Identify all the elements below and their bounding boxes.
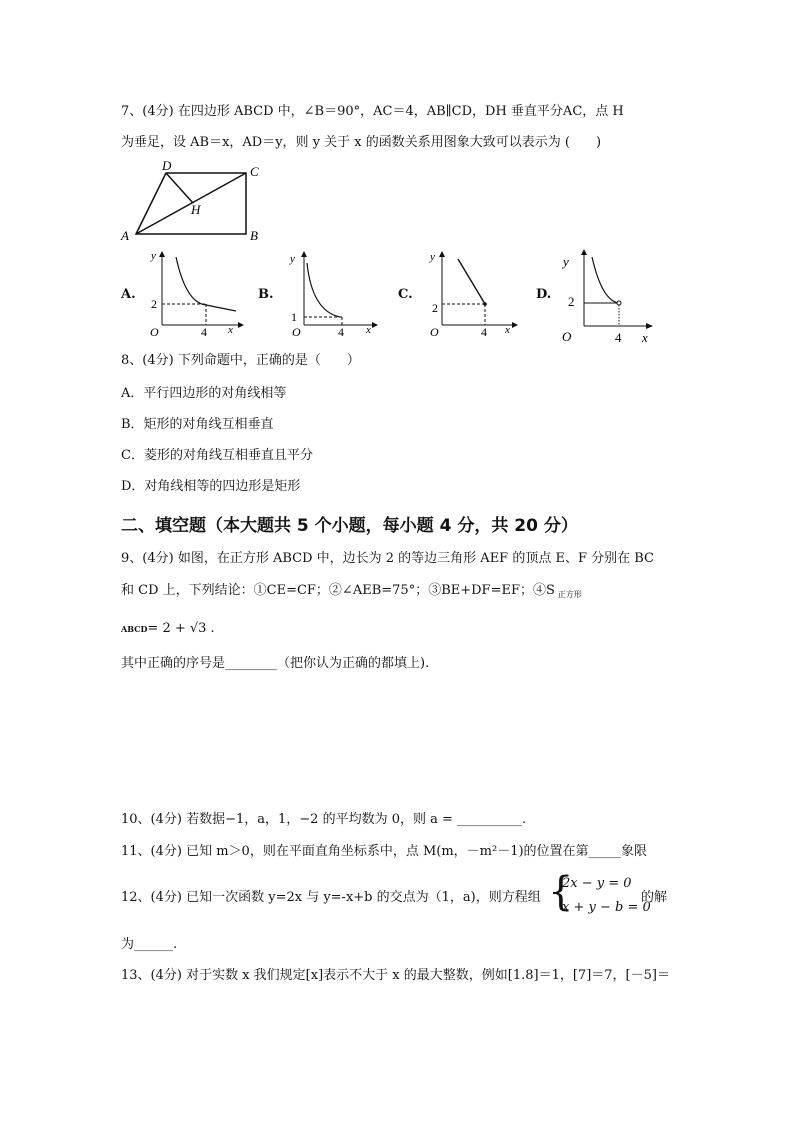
svg-text:O: O xyxy=(562,329,572,344)
svg-text:2: 2 xyxy=(432,301,438,315)
figure-label-b: B xyxy=(250,228,258,243)
svg-text:2: 2 xyxy=(151,297,157,311)
svg-text:x: x xyxy=(505,324,510,336)
svg-text:x: x xyxy=(228,324,233,336)
svg-text:x: x xyxy=(642,330,648,345)
q8-option-d[interactable]: D．对角线相等的四边形是矩形 xyxy=(121,479,301,494)
q9-line-2: 和 CD 上，下列结论：①CE=CF；②∠AEB=75°；③BE+DF=EF；④S $_{正方形}$ xyxy=(121,583,582,599)
q8-option-b[interactable]: B．矩形的对角线互相垂直 xyxy=(121,417,274,432)
graph-option-a xyxy=(140,245,245,340)
svg-text:x: x xyxy=(366,324,371,336)
svg-text:O: O xyxy=(430,325,439,339)
svg-text:O: O xyxy=(150,325,159,339)
q8-option-c[interactable]: C．菱形的对角线互相垂直且平分 xyxy=(121,448,313,463)
q12-post: 的解 xyxy=(641,890,668,905)
svg-text:y: y xyxy=(563,254,569,269)
q7-option-d[interactable]: D. xyxy=(536,287,552,302)
q13-text: 13、(4分) 对于实数 x 我们规定[x]表示不大于 x 的最大整数，例如[1.8]＝1，[7]＝7，[－5]＝ xyxy=(121,968,670,983)
q7-option-b[interactable]: B. xyxy=(258,287,274,302)
svg-text:y: y xyxy=(430,251,435,263)
q9-line-3: ABCD= 2 + √3 . xyxy=(121,621,215,636)
q7-line-1: 7、(4分) 在四边形 ABCD 中，∠B＝90°，AC＝4，AB∥CD，DH 垂直平分AC，点 H xyxy=(121,104,624,119)
quadrilateral-figure xyxy=(118,160,268,244)
figure-label-d: D xyxy=(162,160,172,173)
q7-option-a[interactable]: A. xyxy=(121,287,136,302)
q9-line-1: 9、(4分) 如图，在正方形 ABCD 中，边长为 2 的等边三角形 AEF 的顶点 E、F 分别在 BC xyxy=(121,551,654,566)
q7-option-c[interactable]: C. xyxy=(398,287,413,302)
figure-label-a: A xyxy=(121,228,129,243)
graph-option-b xyxy=(282,245,382,340)
q12-line-2: 为______. xyxy=(121,937,178,952)
q10-text: 10、(4分) 若数据−1，a，1，−2 的平均数为 0，则 a = __________. xyxy=(121,812,527,827)
figure-label-h: H xyxy=(191,202,201,217)
svg-text:4: 4 xyxy=(481,325,487,339)
q8-stem: 8、(4分) 下列命题中，正确的是（ ） xyxy=(121,353,360,368)
q8-option-a[interactable]: A．平行四边形的对角线相等 xyxy=(121,386,287,401)
system-brace: { xyxy=(548,869,574,915)
section-2-title: 二、填空题（本大题共 5 个小题，每小题 4 分，共 20 分） xyxy=(121,516,578,536)
svg-text:y: y xyxy=(151,250,156,262)
q12-eq-2: x + y − b = 0 xyxy=(562,900,651,915)
figure-label-c: C xyxy=(250,164,259,179)
svg-text:1: 1 xyxy=(291,310,297,324)
svg-text:y: y xyxy=(290,253,295,265)
svg-text:O: O xyxy=(292,325,301,339)
q12-eq-1: 2x − y = 0 xyxy=(562,876,632,891)
q12-pre: 12、(4分) 已知一次函数 y=2x 与 y=-x+b 的交点为（1，a)，则方程组 xyxy=(121,890,541,905)
graph-option-d xyxy=(556,245,661,345)
svg-text:4: 4 xyxy=(201,325,207,339)
svg-text:4: 4 xyxy=(615,330,622,345)
q7-line-2: 为垂足，设 AB＝x，AD＝y，则 y 关于 x 的函数关系用图象大致可以表示为 ( ) xyxy=(121,135,602,150)
svg-text:4: 4 xyxy=(338,325,344,339)
svg-text:2: 2 xyxy=(568,294,575,309)
q11-text: 11、(4分) 已知 m＞0，则在平面直角坐标系中，点 M(m，－m²－1)的位置在第_____象限 xyxy=(121,844,648,859)
q9-line-4: 其中正确的序号是________（把你认为正确的都填上). xyxy=(121,656,430,671)
graph-option-c xyxy=(420,245,525,340)
